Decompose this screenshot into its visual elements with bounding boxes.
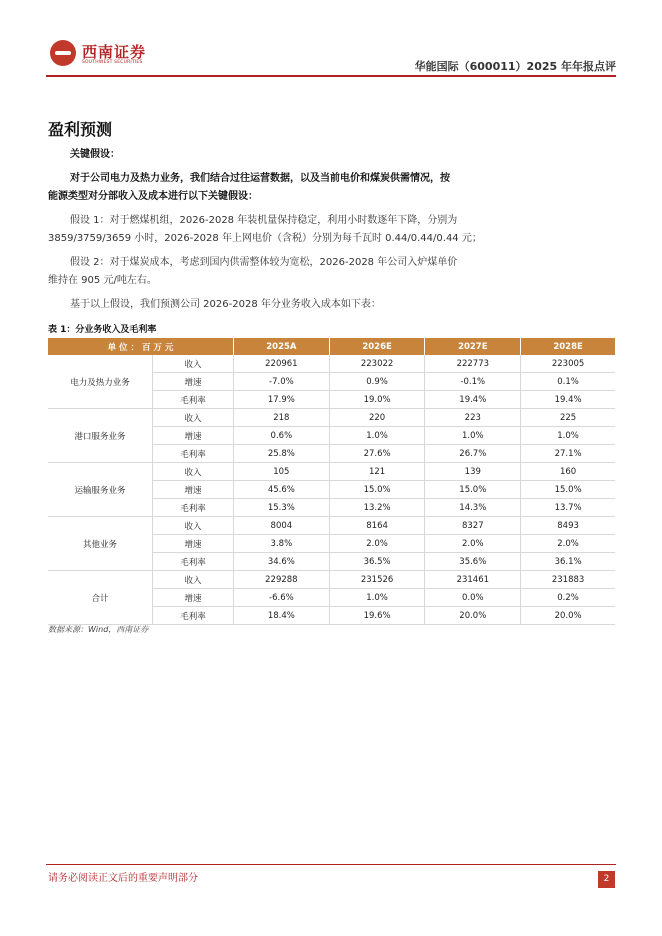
table-cell: 19.4%	[425, 391, 521, 409]
table-cell: 36.5%	[329, 553, 425, 571]
table-cell: 2.0%	[329, 535, 425, 553]
metric-label: 增速	[153, 481, 234, 499]
table-cell: 27.1%	[521, 445, 615, 463]
table-cell: 220	[329, 409, 425, 427]
table-cell: 14.3%	[425, 499, 521, 517]
table-cell: 2.0%	[521, 535, 615, 553]
segment-name: 运输服务业务	[48, 463, 153, 517]
metric-label: 毛利率	[153, 607, 234, 625]
table-cell: 13.2%	[329, 499, 425, 517]
metric-label: 增速	[153, 373, 234, 391]
header-divider	[46, 75, 616, 77]
table-cell: 139	[425, 463, 521, 481]
table-cell: 0.9%	[329, 373, 425, 391]
metric-label: 增速	[153, 427, 234, 445]
metric-label: 毛利率	[153, 391, 234, 409]
table-cell: 8164	[329, 517, 425, 535]
table-cell: 15.0%	[425, 481, 521, 499]
table-cell: 220961	[234, 355, 330, 373]
metric-label: 毛利率	[153, 499, 234, 517]
segment-name: 其他业务	[48, 517, 153, 571]
metric-label: 毛利率	[153, 445, 234, 463]
footer-divider	[46, 864, 616, 865]
unit-header: 单 位 ： 百 万 元	[48, 338, 234, 355]
column-header: 2027E	[425, 338, 521, 355]
section-title: 盈利预测	[48, 120, 113, 139]
table-cell: 160	[521, 463, 615, 481]
table-cell: 18.4%	[234, 607, 330, 625]
metric-label: 收入	[153, 355, 234, 373]
assumption-2-line-1: 假设 2：对于煤炭成本，考虑到国内供需整体较为宽松，2026-2028 年公司入炉煤单价	[70, 257, 458, 268]
table-cell: 36.1%	[521, 553, 615, 571]
table-cell: 35.6%	[425, 553, 521, 571]
column-header: 2025A	[234, 338, 330, 355]
assumptions-label: 关键假设：	[70, 149, 120, 160]
logo-text: 西南证券	[82, 43, 147, 61]
report-title: 华能国际（600011）2025 年年报点评	[414, 60, 616, 73]
table-cell: 0.6%	[234, 427, 330, 445]
table-row	[48, 409, 615, 427]
table-cell: 0.1%	[521, 373, 615, 391]
table-cell: 0.2%	[521, 589, 615, 607]
metric-label: 收入	[153, 571, 234, 589]
table-cell: 223022	[329, 355, 425, 373]
table-cell: 8327	[425, 517, 521, 535]
column-header: 2028E	[521, 338, 615, 355]
table-cell: 218	[234, 409, 330, 427]
page-header	[0, 0, 662, 78]
table-cell: 231883	[521, 571, 615, 589]
table-cell: 223	[425, 409, 521, 427]
table-cell: 2.0%	[425, 535, 521, 553]
table-cell: 8004	[234, 517, 330, 535]
table-cell: 19.6%	[329, 607, 425, 625]
table-cell: 222773	[425, 355, 521, 373]
table-row	[48, 571, 615, 589]
table-cell: 27.6%	[329, 445, 425, 463]
data-source: 数据来源：Wind，西南证券	[48, 625, 149, 634]
table-cell: 121	[329, 463, 425, 481]
table-cell: 1.0%	[425, 427, 521, 445]
assumption-2-line-2: 维持在 905 元/吨左右。	[48, 275, 157, 286]
table-cell: 1.0%	[329, 589, 425, 607]
table-cell: -7.0%	[234, 373, 330, 391]
segment-name: 合计	[48, 571, 153, 625]
table-cell: 15.0%	[329, 481, 425, 499]
metric-label: 收入	[153, 409, 234, 427]
table-cell: 13.7%	[521, 499, 615, 517]
table-cell: 3.8%	[234, 535, 330, 553]
table-row	[48, 517, 615, 535]
table-cell: 105	[234, 463, 330, 481]
segment-name: 电力及热力业务	[48, 355, 153, 409]
table-row	[48, 463, 615, 481]
metric-label: 增速	[153, 535, 234, 553]
table-cell: 0.0%	[425, 589, 521, 607]
table-cell: 1.0%	[329, 427, 425, 445]
metric-label: 增速	[153, 589, 234, 607]
basis-text: 基于以上假设，我们预测公司 2026-2028 年分业务收入成本如下表：	[70, 299, 381, 310]
table-cell: 223005	[521, 355, 615, 373]
table-cell: 19.0%	[329, 391, 425, 409]
table-cell: 15.3%	[234, 499, 330, 517]
metric-label: 收入	[153, 517, 234, 535]
metric-label: 毛利率	[153, 553, 234, 571]
table-caption: 表 1：分业务收入及毛利率	[48, 325, 157, 335]
table-cell: 231461	[425, 571, 521, 589]
table-cell: -0.1%	[425, 373, 521, 391]
intro-line-2: 能源类型对分部收入及成本进行以下关键假设：	[48, 191, 258, 202]
segment-forecast-table	[48, 338, 615, 625]
column-header: 2026E	[329, 338, 425, 355]
table-cell: 20.0%	[521, 607, 615, 625]
metric-label: 收入	[153, 463, 234, 481]
assumption-1-line-1: 假设 1：对于燃煤机组，2026-2028 年装机量保持稳定，利用小时数逐年下降，分别为	[70, 215, 458, 226]
table-cell: 229288	[234, 571, 330, 589]
table-header-row	[48, 338, 615, 355]
table-cell: 17.9%	[234, 391, 330, 409]
table-cell: 25.8%	[234, 445, 330, 463]
table-cell: 45.6%	[234, 481, 330, 499]
table-cell: 231526	[329, 571, 425, 589]
table-cell: 19.4%	[521, 391, 615, 409]
page-number: 2	[598, 871, 615, 888]
table-cell: 15.0%	[521, 481, 615, 499]
assumption-1-line-2: 3859/3759/3659 小时，2026-2028 年上网电价（含税）分别为每千瓦时 0.44/0.44/0.44 元；	[48, 233, 482, 244]
logo-icon	[50, 40, 76, 66]
table-cell: 8493	[521, 517, 615, 535]
table-cell: 225	[521, 409, 615, 427]
table-cell: -6.6%	[234, 589, 330, 607]
intro-line-1: 对于公司电力及热力业务，我们结合过往运营数据，以及当前电价和煤炭供需情况，按	[70, 173, 450, 184]
table-cell: 26.7%	[425, 445, 521, 463]
table-cell: 34.6%	[234, 553, 330, 571]
table-row	[48, 355, 615, 373]
segment-name: 港口服务业务	[48, 409, 153, 463]
footer-disclaimer: 请务必阅读正文后的重要声明部分	[48, 873, 198, 884]
table-cell: 20.0%	[425, 607, 521, 625]
logo-subtext: SOUTHWEST SECURITIES	[82, 60, 143, 65]
table-cell: 1.0%	[521, 427, 615, 445]
